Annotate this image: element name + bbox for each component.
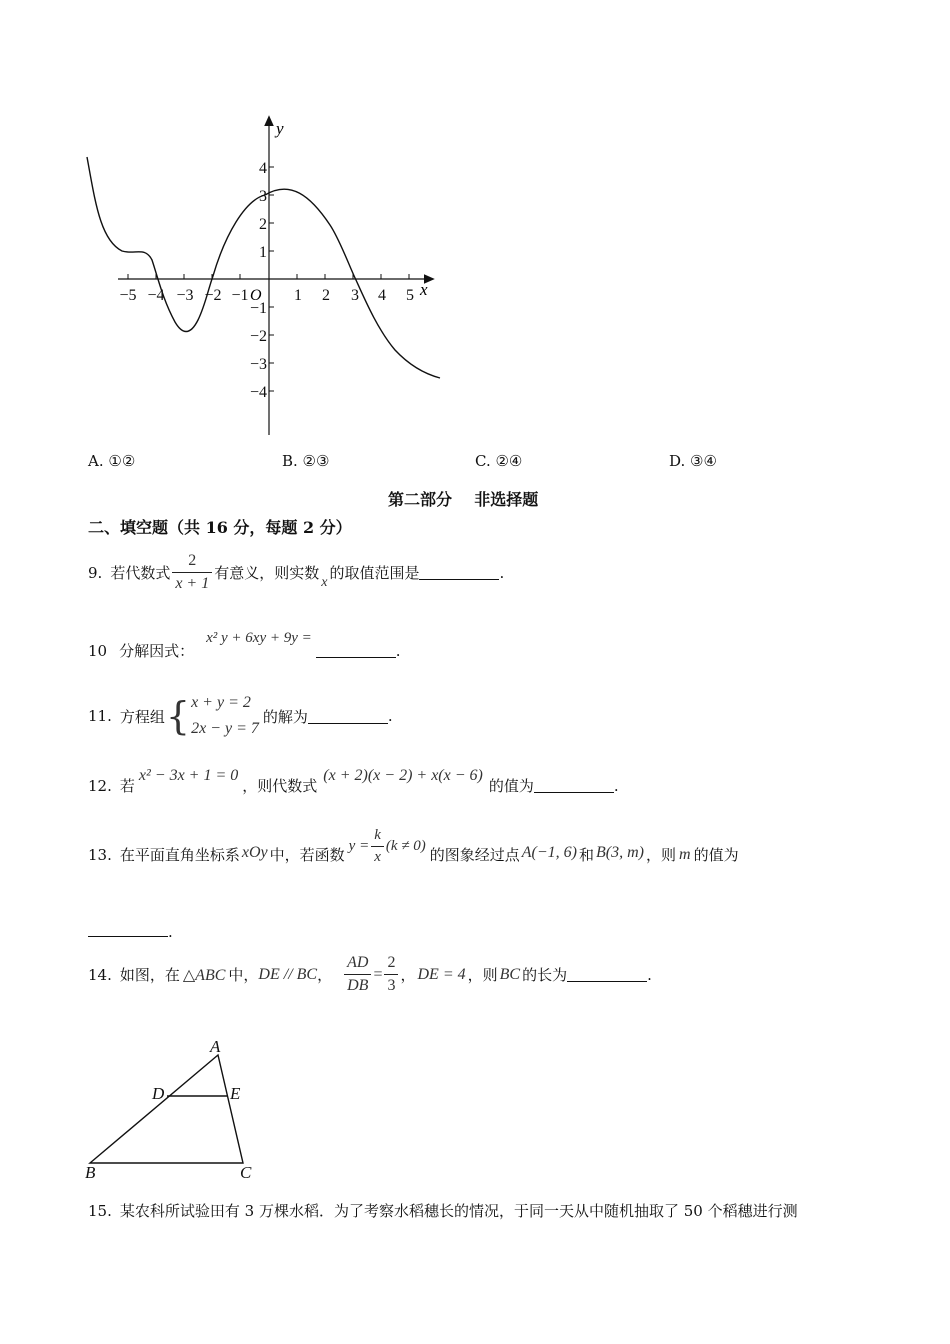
part-title: 第二部分 非选择题 [388,490,539,509]
x-tick-label: −2 [204,287,222,304]
y-axis-label: y [276,119,284,138]
vertex-c-label: C [240,1163,252,1182]
y-tick-label: 1 [259,244,267,261]
question-11 [88,690,393,742]
answer-blank[interactable] [534,778,614,793]
q9-pre: 若代数式 [110,564,171,582]
x-tick-label: −4 [147,287,165,304]
q14-de: DE = 4 [417,965,466,983]
q12-post: 的值为 [488,777,534,795]
question-14 [88,954,652,995]
q14-bc: BC [499,965,521,983]
q13-num: 13. [88,845,112,864]
triangle-figure [80,1035,280,1185]
q13-fraction [371,827,384,866]
q9-fraction [172,552,212,593]
y-tick-label: −3 [249,356,267,373]
q9-post: 的取值范围是 [329,564,420,582]
question-9 [88,552,504,593]
q14-end: . [647,965,652,984]
q13-point-a: A(−1, 6) [521,843,577,861]
q14-post: 的长为 [522,966,568,984]
x-tick-label: 1 [294,287,302,304]
x-tick-label: −1 [231,287,249,304]
q13-sys: xOy [241,843,268,861]
option-b: B. ②③ [282,452,330,470]
point-d-label: D [152,1084,165,1103]
q12-end: . [613,776,619,795]
q11-end: . [387,707,393,725]
q11-post: 的解为 [262,707,308,726]
y-tick-label: −4 [249,384,267,401]
answer-blank[interactable] [419,565,499,580]
vertex-b-label: B [85,1163,96,1182]
q14-mid2: ，则 [467,966,498,984]
q13-var: m [679,845,691,863]
q11-brace: { [165,694,191,738]
q11-pre: 方程组 [119,707,165,726]
q9-var: x [321,574,328,590]
q13-frac-num: k [374,827,381,843]
q13-point-b: B(3, m) [596,843,644,861]
answer-blank[interactable] [567,967,647,982]
q14-value-fraction [384,954,398,995]
q9-num: 9. [88,563,103,582]
q14-frac-num: AD [347,954,369,971]
y-tick-label: 4 [259,160,267,177]
q14-frac-den: DB [344,974,371,995]
y-tick-label: −1 [249,300,267,317]
option-c: C. ②④ [475,452,523,470]
q12-num: 12. [88,776,112,795]
point-e-label: E [230,1084,241,1103]
q13-func-lhs: y = [348,838,370,854]
answer-blank[interactable] [316,643,396,658]
q14-comma: ， [317,966,333,984]
x-tick-label: 2 [322,287,330,304]
origin-label: O [250,287,262,304]
q13-frac-den: x [371,846,384,866]
q12-cond: x² − 3x + 1 = 0 [138,766,239,784]
vertex-a-label: A [210,1037,221,1056]
function-graph [0,0,950,450]
q14-eq: = [373,965,383,983]
q11-system [191,690,259,742]
triangle-abc [90,1055,243,1163]
q11-eq1: x + y = 2 [191,694,251,711]
q15-text: 某农科所试验田有 3 万棵水稻．为了考察水稻穗长的情况，于同一天从中随机抽取了 50 个稻穗进行测 [119,1202,798,1220]
q14-mid1: 中， [228,966,259,984]
q13-mid1: 中，若函数 [269,846,345,864]
q10-end: . [395,641,401,660]
option-d: D. ③④ [669,452,717,470]
q14-val-den: 3 [384,974,398,995]
y-tick-label: 2 [259,216,267,233]
q14-parallel: DE // BC [258,965,318,983]
q11-num: 11. [88,707,112,725]
q9-end: . [499,563,505,582]
q11-eq2: 2x − y = 7 [191,720,259,737]
answer-blank[interactable] [308,709,388,724]
y-tick-label: 3 [259,188,267,205]
q9-frac-num: 2 [188,552,197,569]
y-tick-label: −2 [249,328,267,345]
question-15 [88,1200,798,1221]
x-tick-label: 5 [406,287,414,304]
section-heading: 二、填空题（共 16 分，每题 2 分） [88,518,352,537]
q9-mid: 有意义，则实数 [214,564,320,582]
q14-pre: 如图，在 [119,966,180,984]
answer-blank[interactable] [88,922,168,937]
q13-mid2: 的图象经过点 [429,846,520,864]
x-tick-label: 3 [351,287,359,304]
q14-val-num: 2 [387,954,396,971]
question-10 [88,630,401,661]
x-tick-label: −5 [119,287,137,304]
q12-mid: ，则代数式 [242,777,318,795]
q10-expr: x² y + 6xy + 9y = [206,630,312,646]
q13-func-cond: (k ≠ 0) [385,838,426,854]
q9-frac-den: x + 1 [172,572,212,593]
x-axis-label: x [420,280,428,299]
question-12 [88,766,619,796]
q13-and: 和 [579,846,595,864]
question-13 [88,827,739,874]
question-13-answer [88,922,173,941]
q13-mid3: ，则 [646,846,677,864]
q13-end: . [168,923,173,941]
q10-num: 10 [88,641,108,660]
q12-pre: 若 [119,777,135,795]
option-a: A. ①② [88,452,136,470]
x-tick-label: −3 [176,287,194,304]
q14-num: 14. [88,965,112,984]
q13-post: 的值为 [693,846,739,864]
q13-pre: 在平面直角坐标系 [119,846,240,864]
x-tick-label: 4 [378,287,386,304]
q12-expr: (x + 2)(x − 2) + x(x − 6) [323,766,483,784]
q15-num: 15. [88,1202,112,1220]
q14-tri: △ABC [182,966,226,984]
q10-pre: 分解因式： [119,642,195,660]
q14-ratio-fraction [344,954,371,995]
q14-comma2: ， [400,966,416,984]
